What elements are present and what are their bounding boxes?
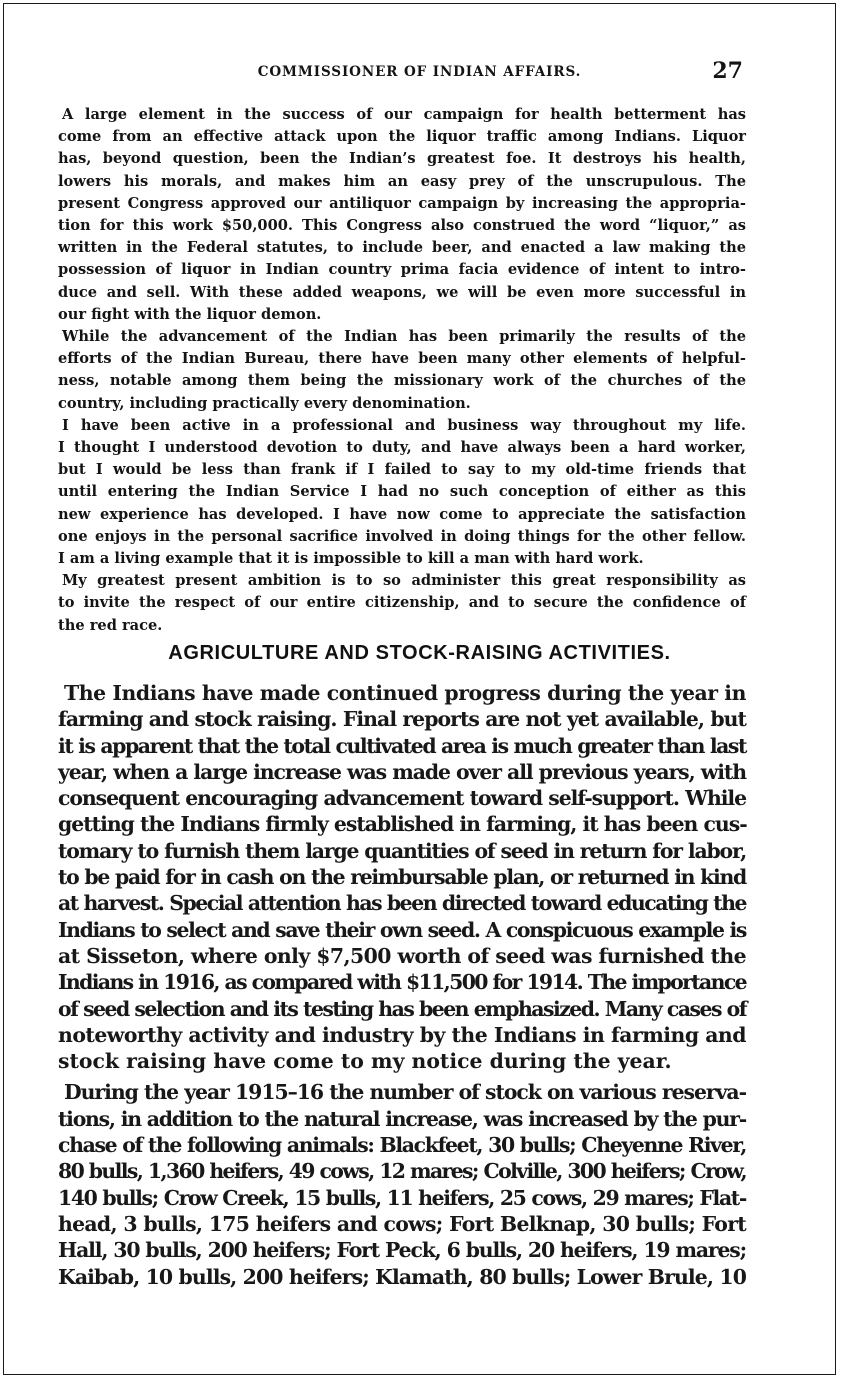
- text-line: to be paid for in cash on the reimbursable plan, or returned in kind: [58, 865, 746, 890]
- text-line: to invite the respect of our entire citizenship, and to secure the confidence of: [58, 594, 746, 612]
- text-line: come from an effective attack upon the liquor traffic among Indians. Liquor: [58, 128, 746, 146]
- text-line: the red race.: [58, 616, 163, 634]
- text-line: tions, in addition to the natural increase, was increased by the pur-: [58, 1106, 746, 1131]
- text-line: one enjoys in the personal sacrifice involved in doing things for the other fellow.: [58, 527, 746, 545]
- text-line: until entering the Indian Service I had no such conception of either as this: [58, 483, 746, 501]
- report-text-block: [58, 104, 746, 637]
- text-line: 140 bulls; Crow Creek, 15 bulls, 11 heifers, 25 cows, 29 mares; Flat-: [58, 1185, 746, 1210]
- text-line: A large element in the success of our campaign for health betterment has: [62, 106, 746, 123]
- text-line: tion for this work $50,000. This Congress also construed the word “liquor,” as: [58, 217, 746, 235]
- text-line: possession of liquor in Indian country prima facia evidence of intent to intro-: [58, 261, 746, 279]
- text-line: written in the Federal statutes, to include beer, and enacted a law making the: [58, 239, 746, 257]
- text-line: ness, notable among them being the missionary work of the churches of the: [58, 372, 746, 390]
- text-line: 80 bulls, 1,360 heifers, 49 cows, 12 mares; Colville, 300 heifers; Crow,: [58, 1159, 746, 1184]
- page-number: 27: [712, 58, 743, 84]
- paragraph-ambition: [58, 570, 746, 637]
- text-line: My greatest present ambition is to so administer this great responsibility as: [62, 572, 746, 590]
- text-line: I thought I understood devotion to duty, and have always been a hard worker,: [58, 439, 746, 457]
- text-line: present Congress approved our antiliquor campaign by increasing the appropria-: [58, 194, 746, 212]
- text-line: at harvest. Special attention has been directed toward educating the: [58, 891, 746, 916]
- text-line: stock raising have come to my notice during the year.: [58, 1049, 672, 1074]
- text-line: but I would be less than frank if I failed to say to my old-time friends that: [58, 461, 746, 479]
- text-line: noteworthy activity and industry by the Indians in farming and: [58, 1022, 746, 1047]
- paragraph-farming-progress: [58, 680, 746, 1074]
- text-line: our fight with the liquor demon.: [58, 305, 322, 323]
- document-page: [3, 3, 836, 1375]
- text-line: of seed selection and its testing has been emphasized. Many cases of: [58, 996, 746, 1021]
- text-line: country, including practically every denomination.: [58, 394, 471, 412]
- text-line: The Indians have made continued progress during the year in: [64, 681, 746, 705]
- text-line: year, when a large increase was made over all previous years, with: [58, 759, 746, 784]
- running-head: [4, 58, 835, 88]
- text-line: duce and sell. With these added weapons, we will be even more successful in: [58, 283, 746, 301]
- text-line: Indians to select and save their own seed. A conspicuous example is: [58, 917, 746, 942]
- text-line: I am a living example that it is impossible to kill a man with hard work.: [58, 550, 644, 568]
- agriculture-text-block: [58, 680, 746, 1290]
- text-line: Kaibab, 10 bulls, 200 heifers; Klamath, 80 bulls; Lower Brule, 10: [58, 1264, 746, 1289]
- paragraph-missionary-work: [58, 326, 746, 415]
- text-line: During the year 1915–16 the number of stock on various reserva-: [64, 1080, 746, 1105]
- text-line: it is apparent that the total cultivated area is much greater than last: [58, 733, 746, 758]
- text-line: farming and stock raising. Final reports are not yet available, but: [58, 707, 746, 732]
- text-line: at Sisseton, where only $7,500 worth of seed was furnished the: [58, 943, 746, 968]
- text-line: has, beyond question, been the Indian’s greatest foe. It destroys his health,: [58, 150, 746, 168]
- running-title: COMMISSIONER OF INDIAN AFFAIRS.: [257, 64, 582, 80]
- paragraph-liquor-campaign: [58, 104, 746, 326]
- text-line: tomary to furnish them large quantities of seed in return for labor,: [58, 838, 746, 863]
- text-line: Hall, 30 bulls, 200 heifers; Fort Peck, 6 bulls, 20 heifers, 19 mares;: [58, 1238, 746, 1263]
- paragraph-stock-purchases: [58, 1079, 746, 1289]
- text-line: new experience has developed. I have now come to appreciate the satisfaction: [58, 505, 746, 523]
- text-line: While the advancement of the Indian has been primarily the results of the: [62, 328, 746, 346]
- text-line: chase of the following animals: Blackfeet, 30 bulls; Cheyenne River,: [58, 1133, 746, 1158]
- text-line: lowers his morals, and makes him an easy prey of the unscrupulous. The: [58, 172, 746, 190]
- text-line: consequent encouraging advancement toward self-support. While: [58, 786, 746, 811]
- section-heading: AGRICULTURE AND STOCK-RAISING ACTIVITIES.: [168, 642, 671, 664]
- paragraph-personal-experience: [58, 415, 746, 570]
- text-line: efforts of the Indian Bureau, there have been many other elements of helpful-: [58, 350, 746, 368]
- text-line: getting the Indians firmly established in farming, it has been cus-: [58, 812, 747, 837]
- text-line: head, 3 bulls, 175 heifers and cows; Fort Belknap, 30 bulls; Fort: [58, 1211, 746, 1236]
- text-line: Indians in 1916, as compared with $11,500 for 1914. The importance: [58, 970, 746, 995]
- text-line: I have been active in a professional and business way throughout my life.: [62, 416, 746, 434]
